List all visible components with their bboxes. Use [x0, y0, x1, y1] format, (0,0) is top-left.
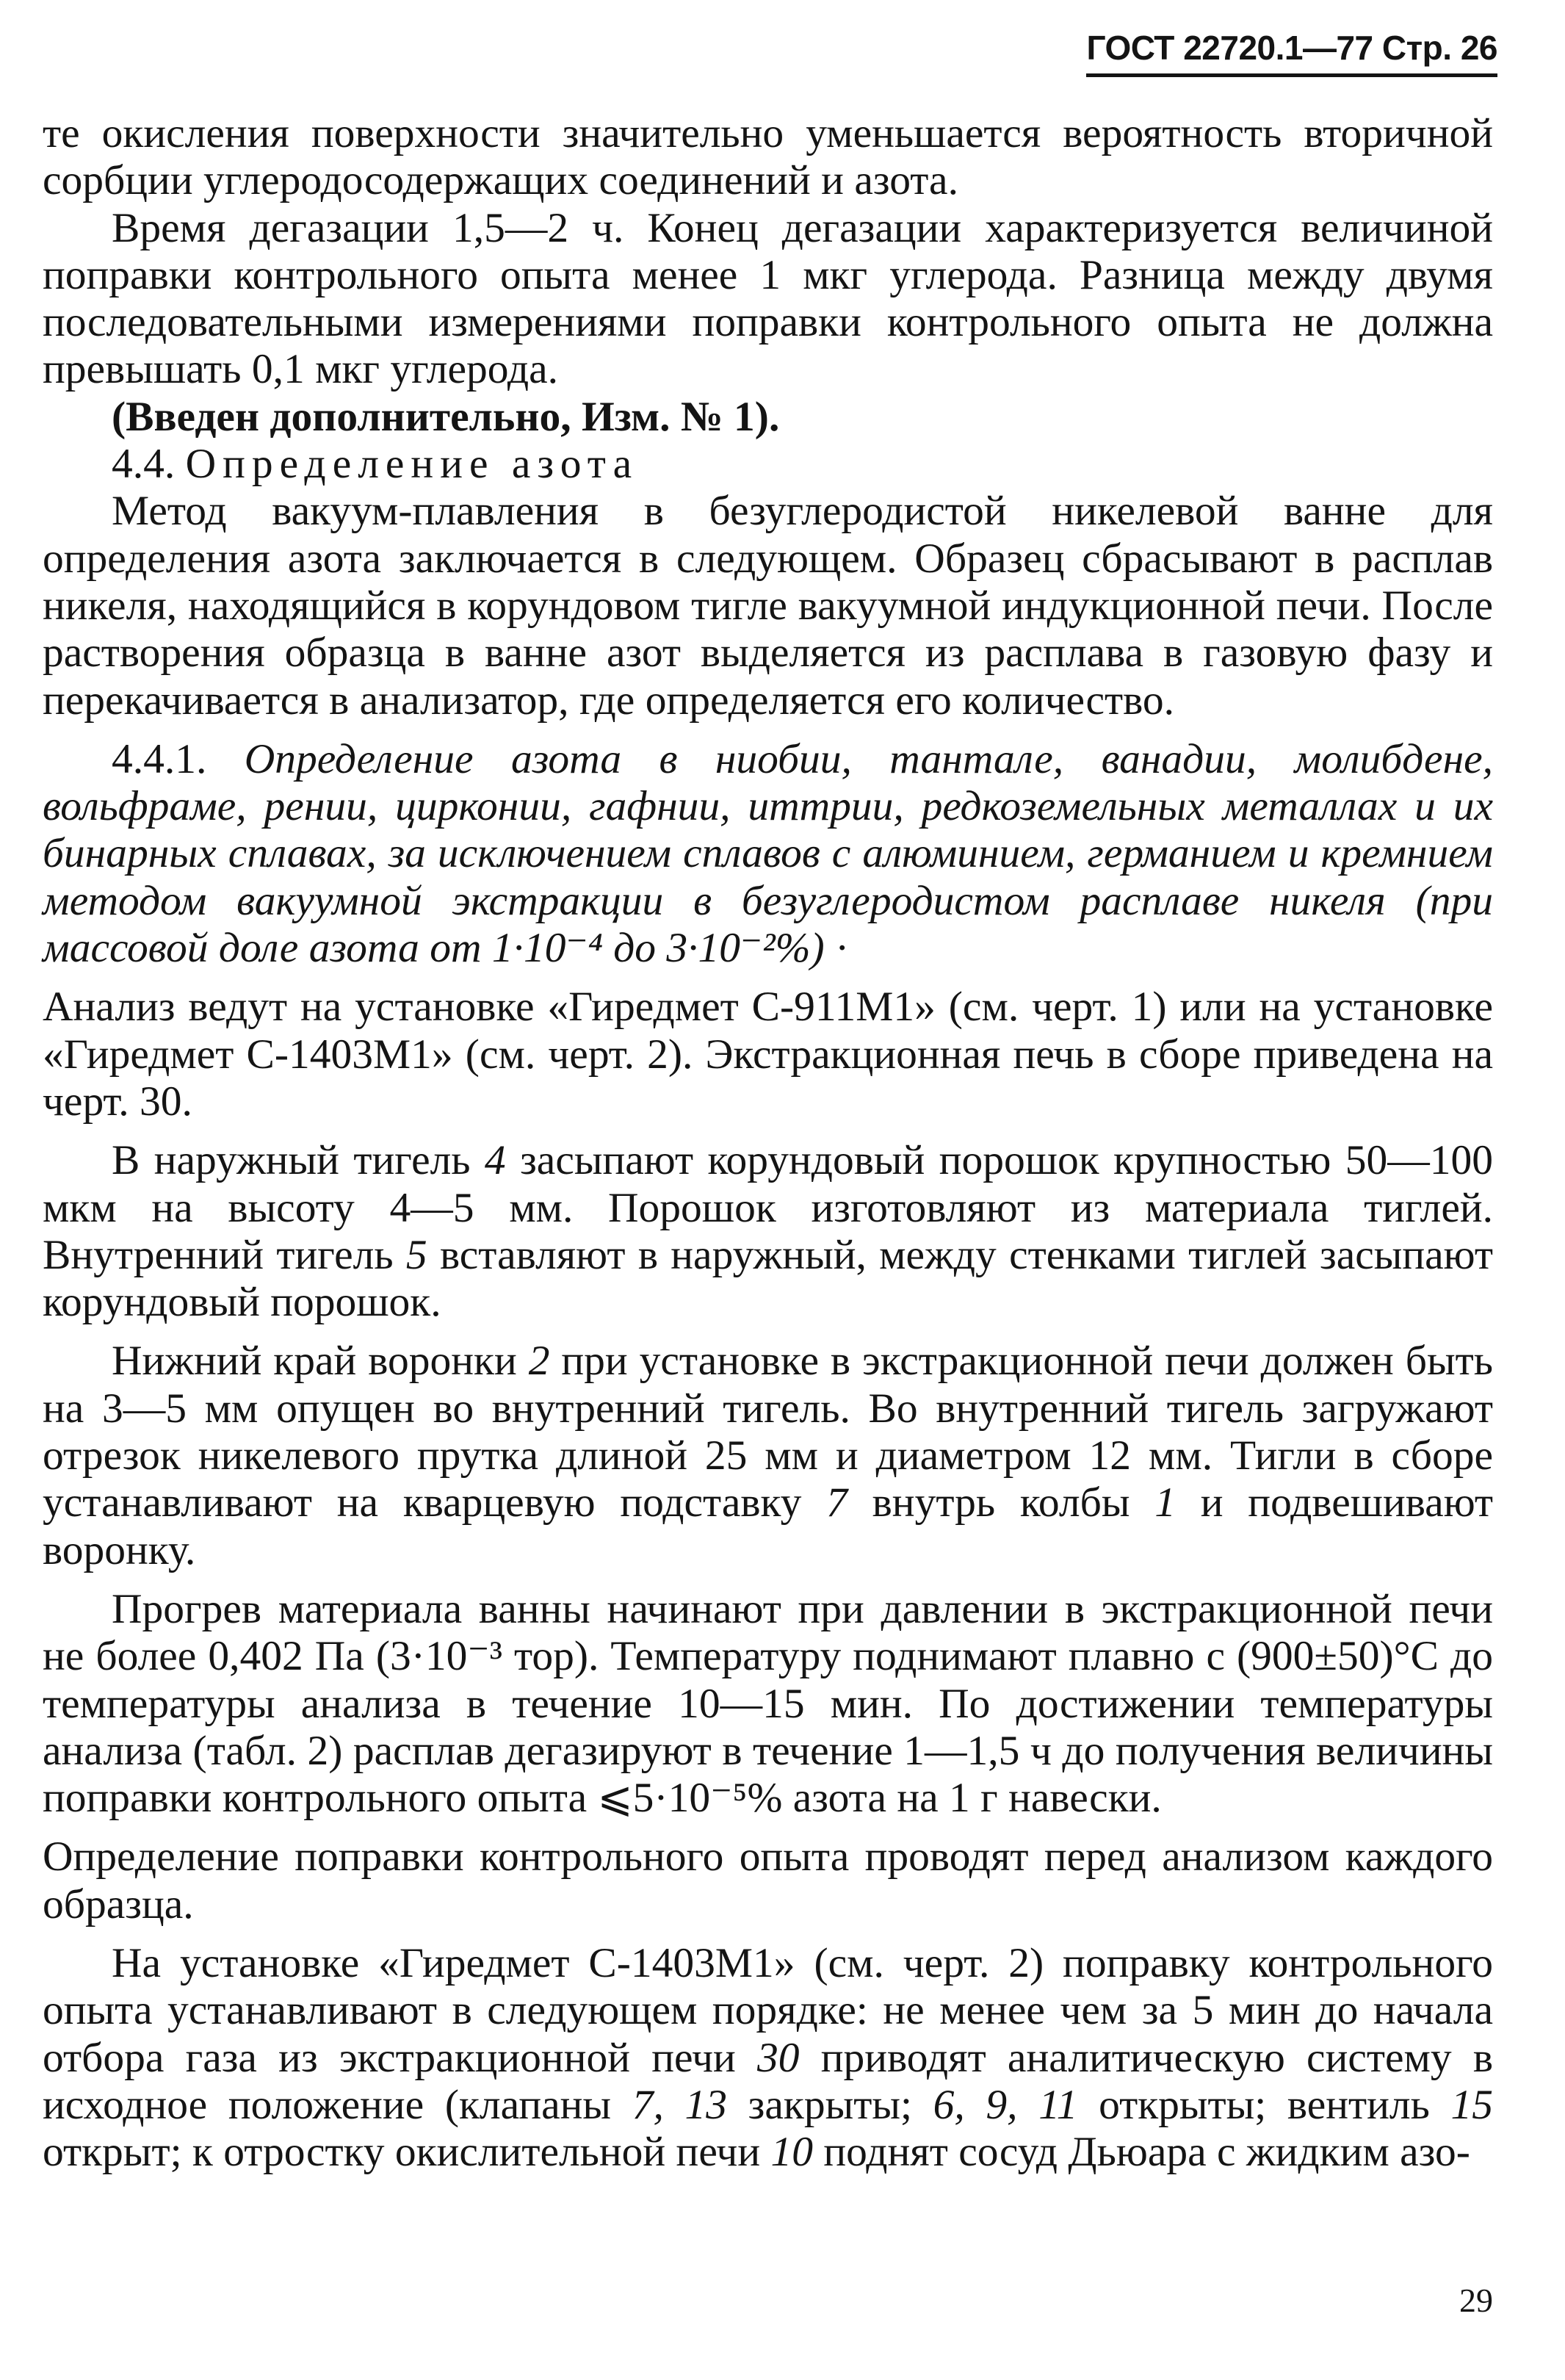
paragraph-method: Метод вакуум-плавления в безуглеродистой никелевой ванне для определения азота заключается в следующем. Образец сбрасывают в расплав никеля, находящийся в корундовом тигле вакуумной индукционной печи. После растворения образца в ванне азот выделяется из расплава в газовую фазу и перекачивается в анализатор, где определяется его количество. [43, 488, 1493, 724]
subsection-number: 4.4.1. [112, 735, 207, 782]
ref-number: 5 [405, 1231, 427, 1278]
paragraph-degassing-time: Время дегазации 1,5—2 ч. Конец дегазации характеризуется величиной поправки контрольного опыта менее 1 мкг углерода. Разница между двумя последовательными измерениями поправки контрольного опыта не должна превышать 0,1 мкг углерода. [43, 204, 1493, 393]
ref-number: 1 [1154, 1479, 1176, 1526]
amendment-note: (Введен дополнительно, Изм. № 1). [112, 393, 780, 440]
ref-number: 10 [770, 2129, 813, 2176]
page-number: 29 [1459, 2282, 1493, 2319]
section-number: 4.4. [112, 441, 176, 488]
body-text [43, 110, 1493, 2176]
subsection-title: Определение азота в ниобии, тантале, ванадии, молибдене, вольфраме, рении, цирконии, гафнии, иттрии, редкоземельных металлах и их бинарных сплавах, за исключением сплавов с алюминием, германием и кремнием методом вакуумной экстракции в безуглеродистом расплаве никеля (при массовой доле азота от 1·10⁻⁴ до 3·10⁻²%) [43, 735, 1494, 972]
section-heading-4-4 [43, 441, 1493, 488]
subsection-heading-4-4-1: 4.4.1. Определение азота в ниобии, тантале, ванадии, молибдене, вольфраме, рении, цирконии, гафнии, иттрии, редкоземельных металлах и их бинарных сплавах, за исключением сплавов с алюминием, германием и кремнием методом вакуумной экстракции в безуглеродистом расплаве никеля (при массовой доле азота от 1·10⁻⁴ до 3·10⁻²%) · [43, 735, 1494, 972]
paragraph-continuation: те окисления поверхности значительно уменьшается вероятность вторичной сорбции углеродосодержащих соединений и азота. [43, 110, 1493, 204]
ref-number: 4 [484, 1137, 506, 1184]
paragraph-analysis-setup: Анализ ведут на установке «Гиредмет С-911М1» (см. черт. 1) или на установке «Гиредмет С-1403М1» (см. черт. 2). Экстракционная печь в сборе приведена на черт. 30. [43, 984, 1493, 1125]
ref-number: 15 [1450, 2081, 1493, 2128]
paragraph-blank-correction: Определение поправки контрольного опыта проводят перед анализом каждого образца. [43, 1833, 1493, 1928]
ref-number: 7, 13 [632, 2081, 728, 2128]
paragraph-crucibles: В наружный тигель 4 засыпают корундовый порошок крупностью 50—100 мкм на высоту 4—5 мм. Порошок изготовляют из материала тиглей. Внутренний тигель 5 вставляют в наружный, между стенками тиглей засыпают корундовый порошок. [43, 1137, 1494, 1326]
paragraph-funnel: Нижний край воронки 2 при установке в экстракционной печи должен быть на 3—5 мм опущен во внутренний тигель. Во внутренний тигель загружают отрезок никелевого прутка длиной 25 мм и диаметром 12 мм. Тигли в сборе устанавливают на кварцевую подставку 7 внутрь колбы 1 и подвешивают воронку. [43, 1338, 1494, 1573]
paragraph-procedure: На установке «Гиредмет С-1403М1» (см. черт. 2) поправку контрольного опыта устанавливают в следующем порядке: не менее чем за 5 мин до начала отбора газа из экстракционной печи 30 приводят аналитическую систему в исходное положение (клапаны 7, 13 закрыты; 6, 9, 11 открыты; вентиль 15 открыт; к отростку окислительной печи 10 поднят сосуд Дьюара с жидким азо- [43, 1939, 1494, 2176]
paragraph-heating: Прогрев материала ванны начинают при давлении в экстракционной печи не более 0,402 Па (3·10⁻³ тор). Температуру поднимают плавно с (900±50)°С до температуры анализа в течение 10—15 мин. По достижении температуры анализа (табл. 2) расплав дегазируют в течение 1—1,5 ч до получения величины поправки контрольного опыта ⩽5·10⁻⁵% азота на 1 г навески. [43, 1585, 1493, 1822]
running-header: ГОСТ 22720.1—77 Стр. 26 [1086, 28, 1497, 77]
ref-number: 6, 9, 11 [933, 2081, 1078, 2128]
ref-number: 7 [826, 1479, 847, 1526]
section-title: Определение азота [185, 441, 639, 488]
ref-number: 30 [757, 2034, 800, 2081]
ref-number: 2 [528, 1338, 550, 1385]
